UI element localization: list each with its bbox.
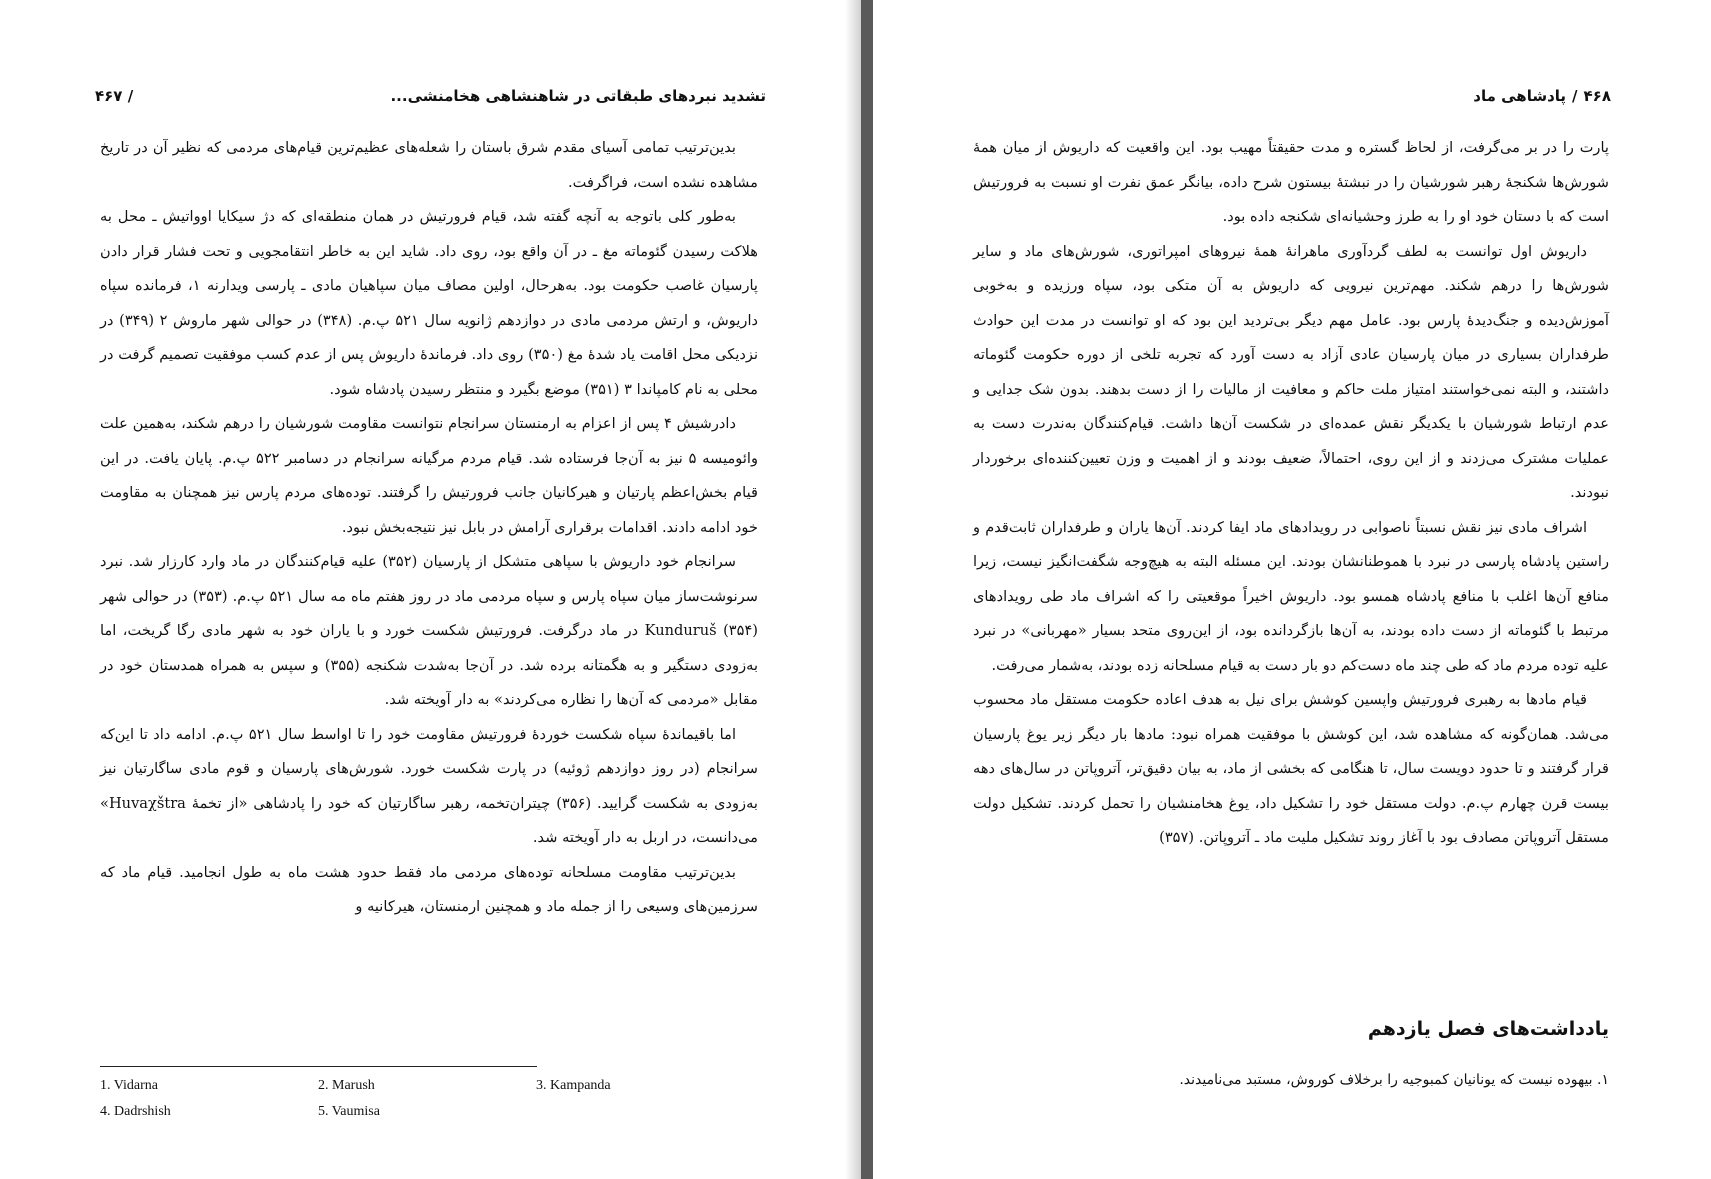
footnotes: [100, 1078, 740, 1120]
footnote: 1. Vidarna: [100, 1078, 158, 1093]
notes-heading: یادداشت‌های فصل یازدهم: [1367, 1018, 1609, 1040]
paragraph: اما باقیماندهٔ سپاه شکست خوردهٔ فرورتیش مقاومت خود را تا اواسط سال ۵۲۱ پ.م. ادامه داد تا این‌که سرانجام (در روز دوازدهم ژوئیه) در پارت شکست خورد. شورش‌های پارسیان و قوم مادی ساگارتیان نیز به‌زودی به شکست گرایید. (۳۵۶) چیتران‌تخمه، رهبر ساگارتیان که خود را پادشاهی «از تخمهٔ Huvaχštra» می‌دانست، در اربل به دار آویخته شد.: [100, 725, 758, 846]
paragraph: بدین‌ترتیب تمامی آسیای مقدم شرق باستان را شعله‌های عظیم‌ترین قیام‌های مردمی که نظیر آن در تاریخ مشاهده نشده است، فراگرفت.: [100, 139, 758, 191]
page-number: ۴۶۸: [1583, 87, 1611, 105]
paragraph: داریوش اول توانست به لطف گردآوری ماهرانهٔ همهٔ نیروهای امپراتوری، شورش‌های ماد و سایر شورش‌ها را درهم شکند. مهم‌ترین نیرویی که داریوش به آن متکی بود، سپاه ورزیده و به‌خوبی آموزش‌دیده و جنگ‌دیدهٔ پارس بود. عامل مهم دیگر بی‌تردید این بود که او توانست در مدت این حوادث طرفداران بسیاری در میان پارسیان عادی آزاد به دست آورد که تجربه تلخی از دوره حکومت گئوماته داشتند، و البته نمی‌خواستند امتیاز ملت حاکم و معافیت از مالیات را از دست بدهند. بدون شک جدایی و عدم ارتباط شورشیان با یکدیگر نقش عمده‌ای در شکست آن‌ها داشت. قیام‌کنندگان به‌ندرت دست به عملیات مشترک می‌زدند و از این روی، احتمالاً، ضعیف بودند و از اهمیت و وزن تعیین‌کننده‌ای برخوردار نبودند.: [973, 242, 1609, 501]
paragraph: دادرشیش ۴ پس از اعزام به ارمنستان سرانجام نتوانست مقاومت شورشیان را درهم شکند، به‌همین علت وائومیسه ۵ نیز به آن‌جا فرستاده شد. قیام مردم مرگیانه سرانجام در دسامبر ۵۲۲ پ.م. پایان یافت. در این قیام بخش‌اعظم پارتیان و هیرکانیان جانب فرورتیش را گرفتند. توده‌های مردم پارس نیز همچنان به مقاومت خود ادامه دادند. اقدامات برقراری آرامش در بابل نیز نتیجه‌بخش نبود.: [100, 415, 758, 536]
header-separator: /: [1572, 87, 1578, 105]
page-number-group: [95, 87, 133, 105]
paragraph: قیام مادها به رهبری فرورتیش واپسین کوشش برای نیل به هدف اعاده حکومت مستقل ماد محسوب می‌شد. همان‌گونه که مشاهده شد، این کوشش با موفقیت همراه نبود: مادها بار دیگر زیر یوغ پارسیان قرار گرفتند و تا حدود دویست سال، تا هنگامی که بخشی از ماد، به بیان دقیق‌تر، آتروپاتن در سال‌های دهه بیست قرن چهارم پ.م. دولت مستقل خود را تشکیل داد، یوغ هخامنشیان را تحمل کردند. تشکیل دولت مستقل آتروپاتن مصادف بود با آغاز روند تشکیل ملیت ماد ـ آتروپاتن. (۳۵۷): [973, 691, 1609, 846]
footnote: 5. Vaumisa: [318, 1104, 380, 1119]
chapter-title: پادشاهی ماد: [1473, 87, 1567, 105]
header-separator: /: [127, 87, 134, 105]
endnote: ۱. بیهوده نیست که یونانیان کمبوجیه را برخلاف کوروش، مستبد می‌نامیدند.: [1179, 1072, 1609, 1088]
running-header: [95, 84, 766, 108]
gutter-shadow: [845, 0, 861, 1179]
paragraph: به‌طور کلی باتوجه به آنچه گفته شد، قیام فرورتیش در همان منطقه‌ای که دژ سیکایا اوواتیش ـ محل به هلاکت رسیدن گئوماته مغ ـ در آن واقع بود، روی داد. شاید این به خاطر انتقامجویی و تحت فشار قرار دادن پارسیان غاصب حکومت بود. به‌هرحال، اولین مصاف میان سپاهیان مادی ـ پارسی ویدارنه ۱، فرمانده سپاه داریوش، و ارتش مردمی مادی در دوازدهم ژانویه سال ۵۲۱ پ.م. (۳۴۸) در حوالی شهر ماروش ۲ (۳۴۹) در نزدیکی محل اقامت یاد شدهٔ مغ (۳۵۰) روی داد. فرماندهٔ داریوش پس از عدم کسب موفقیت تصمیم گرفت در محلی به نام کامپاندا ۳ (۳۵۱) موضع بگیرد و منتظر رسیدن پادشاه شود.: [100, 208, 759, 398]
right-page: [873, 0, 1711, 1179]
paragraph: سرانجام خود داریوش با سپاهی متشکل از پارسیان (۳۵۲) علیه قیام‌کنندگان در ماد وارد کارزار شد. نبرد سرنوشت‌ساز میان سپاه پارس و سپاه مردمی ماد در روز هفتم ماه مه سال ۵۲۱ پ.م. (۳۵۳) در حوالی شهر Kunduruš (۳۵۴) در ماد درگرفت. فرورتیش شکست خورد و با یاران خود به شهر مادی رگا گریخت، اما به‌زودی دستگیر و به هگمتانه برده شد. در آن‌جا به‌شدت شکنجه (۳۵۵) و سپس به همراه همدستان خود در مقابل «مردمی که آن‌ها را نظاره می‌کردند» به دار آویخته شد.: [100, 553, 759, 708]
paragraph: اشراف مادی نیز نقش نسبتاً ناصوابی در رویدادهای ماد ایفا کردند. آن‌ها یاران و طرفداران ثابت‌قدم و راستین پادشاه پارسی در نبرد با هموطنانشان بودند. این مسئله البته به هیچ‌وجه شگفت‌انگیز نیست، زیرا منافع آن‌ها اغلب با منافع پادشاه همسو بود. داریوش اخیراً موقعیتی را که اشراف ماد طی رویدادهای مرتبط با گئوماته از دست داده بودند، به آن‌ها بازگردانده بود، از این‌روی متحد بسیار «مهربانی» در نبرد علیه توده مردم ماد که طی چند ماه دست‌کم دو بار دست به قیام مسلحانه زده بودند، به‌شمار می‌رفت.: [973, 518, 1609, 674]
running-header: [973, 84, 1611, 108]
page-number: ۴۶۷: [95, 87, 123, 105]
paragraph: پارت را در بر می‌گرفت، از لحاظ گستره و مدت حقیقتاً مهیب بود. این واقعیت که داریوش از میان همهٔ شورش‌ها شکنجهٔ رهبر شورشیان را در نبشتهٔ بیستون شرح داده، بیانگر عمق نفرت او نسبت به فرورتیش است که با دستان خود او را به طرز وحشیانه‌ای شکنجه داده بود.: [973, 139, 1609, 225]
chapter-title: تشدید نبردهای طبقاتی در شاهنشاهی هخامنشی...: [390, 87, 766, 105]
footnote: 4. Dadrshish: [100, 1104, 171, 1119]
footnote: 2. Marush: [318, 1078, 375, 1093]
paragraph: بدین‌ترتیب مقاومت مسلحانه توده‌های مردمی ماد فقط حدود هشت ماه به طول انجامید. قیام ماد که سرزمین‌های وسیعی را از جمله ماد و همچنین ارمنستان، هیرکانیه و: [100, 863, 758, 915]
body-text: [973, 131, 1609, 856]
footnote: 3. Kampanda: [536, 1078, 611, 1093]
footnote-divider: [100, 1066, 537, 1067]
book-gutter: [861, 0, 873, 1179]
body-text: [100, 131, 758, 925]
